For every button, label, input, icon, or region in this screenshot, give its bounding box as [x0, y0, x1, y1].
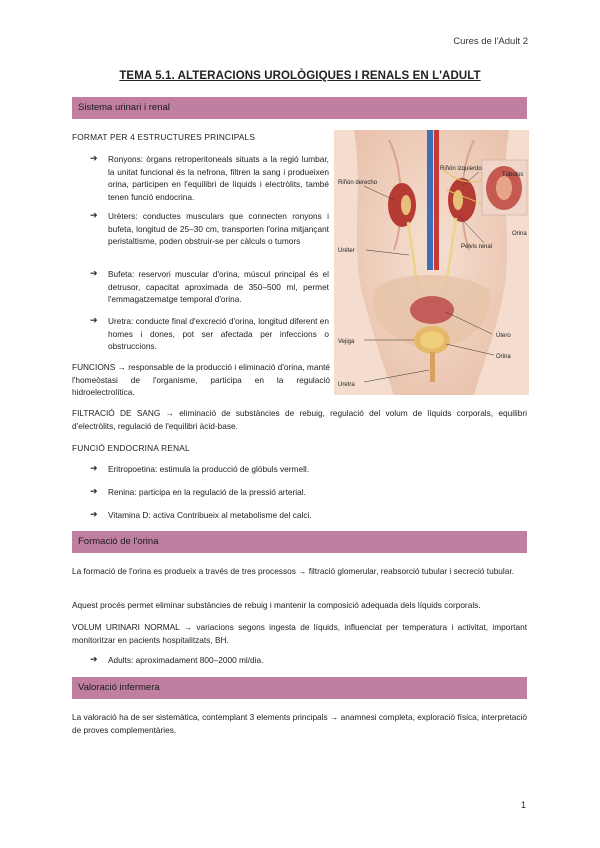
- label-ureter: Uréter: [338, 248, 355, 254]
- bullet-ronyons: Ronyons: òrgans retroperitoneals situats a la regió lumbar, la unitat funcional és la nefrona, filtren la sang i produeixen orina, participen en l'equilibri de líquids i electròlits, també tenen funció endocrina.: [108, 154, 329, 202]
- label-vejiga: Vejiga: [338, 339, 355, 345]
- arrow-bullet-icon: ➔: [90, 654, 98, 664]
- urinary-system-illustration: [334, 130, 529, 395]
- page-number: 1: [520, 800, 526, 810]
- bullet-uretra: Uretra: conducte final d'excreció d'orina, longitud diferent en homes i dones, pot ser afectada per infeccions o obstruccions.: [108, 316, 329, 351]
- paragraph-volum-urinari: VOLUM URINARI NORMAL → variacions segons ingesta de líquids, influenciat per temperatura i activitat, important monitoritzar en pacients hospitalitzats, BH.: [72, 622, 527, 645]
- bullet-eritropoetina: Eritropoetina: estimula la producció de glòbuls vermell.: [108, 464, 310, 474]
- arrow-bullet-icon: ➔: [90, 210, 98, 220]
- arrow-bullet-icon: ➔: [90, 463, 98, 473]
- bullet-adults: Adults: aproximadament 800–2000 ml/dia.: [108, 655, 264, 665]
- running-header: Cures de l'Adult 2: [453, 36, 528, 47]
- paragraph-funcions: FUNCIONS → responsable de la producció i eliminació d'orina, manté l'homeòstasi de l'organisme, participa en la regulació hidroelectrolítica.: [72, 362, 330, 397]
- arrow-bullet-icon: ➔: [90, 486, 98, 496]
- urinary-anatomy-drawing: [334, 130, 529, 395]
- section-header-formacio-orina: Formació de l'orina: [72, 531, 527, 553]
- arrow-bullet-icon: ➔: [90, 268, 98, 278]
- label-orina-small: Orina: [512, 231, 527, 237]
- paragraph-proces: Aquest procés permet eliminar substàncies de rebuig i mantenir la composició adequada dels líquids corporals.: [72, 600, 481, 610]
- bullet-vitamina-d: Vitamina D: activa Contribueix al metabolisme del calci.: [108, 510, 312, 520]
- subheading-endocrina: FUNCIÓ ENDOCRINA RENAL: [72, 443, 190, 453]
- bullet-bufeta: Bufeta: reservori muscular d'orina, múscul principal és el detrusor, capacitat aproximada de 350–500 ml, permet l'emmagatzematge temporal d'orina.: [108, 269, 329, 304]
- paragraph-formacio: La formació de l'orina es produeix a través de tres processos → filtració glomerular, reabsorció tubular i secreció tubular.: [72, 566, 514, 576]
- paragraph-valoracio: La valoració ha de ser sistemàtica, contemplant 3 elements principals → anamnesi completa, exploració física, interpretació de proves complementàries.: [72, 712, 527, 735]
- bullet-ureters: Urèters: conductes musculars que connecten ronyons i bufeta, longitud de 25–30 cm, transporten l'orina mitjançant peristaltisme, poden obstruir-se per càlculs o tumors: [108, 211, 329, 246]
- label-tubulos: Túbulos: [502, 172, 524, 178]
- arrow-bullet-icon: ➔: [90, 315, 98, 325]
- section-header-valoracio: Valoració infermera: [72, 677, 527, 699]
- document-title: TEMA 5.1. ALTERACIONS UROLÒGIQUES I RENALS EN L'ADULT: [119, 70, 481, 82]
- label-rinon-derecho: Riñón derecho: [338, 180, 378, 186]
- subheading-estructures: FORMAT PER 4 ESTRUCTURES PRINCIPALS: [72, 132, 256, 142]
- arrow-bullet-icon: ➔: [90, 509, 98, 519]
- label-pelvis-renal: Pelvis renal: [461, 244, 493, 250]
- label-rinon-izquierdo: Riñón izquierdo: [440, 166, 482, 172]
- arrow-bullet-icon: ➔: [90, 153, 98, 163]
- bullet-renina: Renina: participa en la regulació de la pressió arterial.: [108, 487, 306, 497]
- label-utero: Útero: [496, 333, 511, 339]
- section-header-sistema-urinari: Sistema urinari i renal: [72, 97, 527, 119]
- paragraph-filtracio: FILTRACIÓ DE SANG → eliminació de substàncies de rebuig, regulació del volum de líquids corporals, equilibri d'electròlits, regulació de l'equilibri àcid-base.: [72, 408, 527, 431]
- label-orina: Orina: [496, 354, 511, 360]
- label-uretra: Uretra: [338, 382, 355, 388]
